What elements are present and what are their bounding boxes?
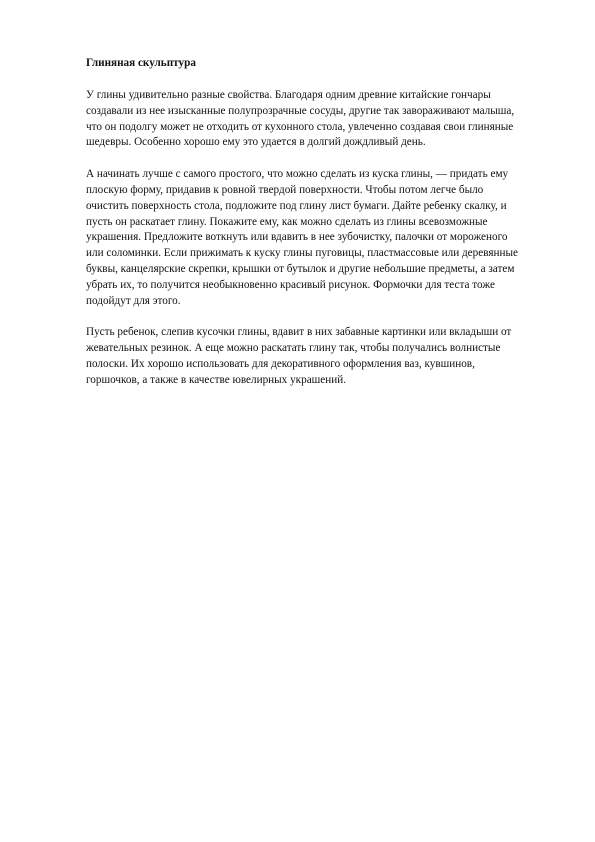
document-page [86, 56, 556, 405]
paragraph-1 [86, 88, 556, 151]
text-line: шедевры. Особенно хорошо ему это удается в долгий дождливый день. [86, 136, 426, 149]
text-line: или соломинки. Если прижимать к куску глины пуговицы, пластмассовые или деревянные [86, 247, 518, 260]
text-line: У глины удивительно разные свойства. Благодаря одним древние китайские гончары [86, 89, 491, 101]
text-line: создавали из нее изысканные полупрозрачные сосуды, другие так завораживают малыша, [86, 104, 515, 117]
text-line: горшочков, а также в качестве ювелирных украшений. [86, 373, 347, 386]
text-line: плоскую форму, придавив к ровной твердой поверхности. Чтобы потом легче было [86, 183, 484, 196]
text-line: убрать их, то получится необыкновенно красивый рисунок. Формочки для теста тоже [86, 278, 495, 291]
text-line: украшения. Предложите воткнуть или вдавить в нее зубочистку, палочки от мороженого [86, 231, 508, 244]
text-line: очистить поверхность стола, подложите под глину лист бумаги. Дайте ребенку скалку, и [86, 199, 507, 212]
paragraph-2 [86, 167, 556, 309]
text-line: пусть он раскатает глину. Покажите ему, как можно сделать из глины всевозможные [86, 215, 488, 228]
text-line: полоски. Их хорошо использовать для декоративного оформления ваз, кувшинов, [86, 357, 475, 370]
document-title: Глиняная скульптура [86, 57, 196, 69]
text-line: жевательных резинок. А еще можно раскатать глину так, чтобы получались волнистые [86, 342, 501, 355]
paragraph-3 [86, 325, 556, 388]
text-line: что он подолгу может не отходить от кухонного стола, увлеченно создавая свои глиняные [86, 120, 514, 133]
text-line: подойдут для этого. [86, 294, 181, 307]
text-line: А начинать лучше с самого простого, что можно сделать из куска глины, — придать ему [86, 168, 509, 181]
text-line: буквы, канцелярские скрепки, крышки от бутылок и другие небольшие предметы, а затем [86, 262, 515, 275]
text-line: Пусть ребенок, слепив кусочки глины, вдавит в них забавные картинки или вкладыши от [86, 326, 512, 339]
